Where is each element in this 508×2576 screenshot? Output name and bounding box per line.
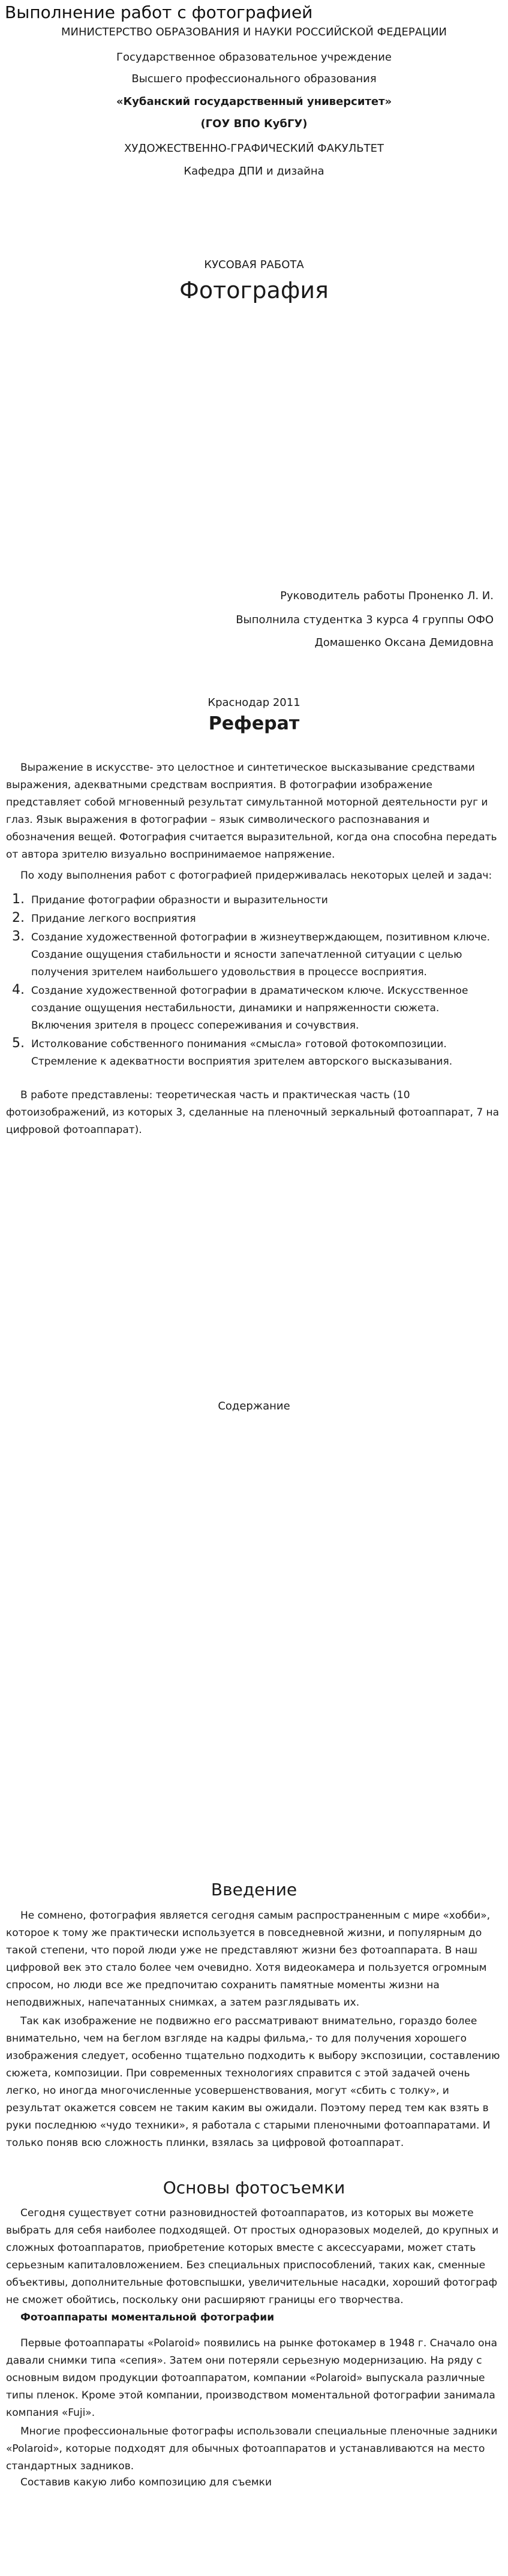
list-item: 2. Придание легкого восприятия <box>29 909 501 928</box>
goals-list <box>6 891 501 1071</box>
basics-paragraph-1: Сегодня существует сотни разновидностей фотоаппаратов, из которых вы можете выбрать для себя наиболее подходящей. От простых одноразовых моделей, до крупных и сложных фотоаппаратов, приобретение которых вместе с аксессуарами, может стать серьезным капиталовложением. Без специальных приспособлений, таких как, сменные объективы, дополнительные фотовспышки, увеличительные насадки, хороший фотограф не сможет обойтись, поскольку они расширяют границы его творчества. <box>6 2207 499 2306</box>
introduction-title: Введение <box>211 1880 297 1899</box>
faculty-line: ХУДОЖЕСТВЕННО-ГРАФИЧЕСКИЙ ФАКУЛЬТЕТ <box>124 142 384 155</box>
work-type-line: КУСОВАЯ РАБОТА <box>204 258 304 271</box>
work-title: Фотография <box>179 277 329 303</box>
basics-paragraph-4: Составив какую либо композицию для съемки <box>20 2476 272 2488</box>
education-level-line: Высшего профессионального образования <box>131 73 377 85</box>
university-short-name: (ГОУ ВПО КубГУ) <box>200 118 308 130</box>
abstract-intro: Выражение в искусстве- это целостное и синтетическое высказывание средствами выражения, адекватными средствам восприятия. В фотографии изображение представляет собой мгновенный результат симультанной моторной деятельности руг и глаз. Язык выражения в фотографии – язык символического распознавания и обозначения вещей. Фотография считается выразительной, когда она способна передать от автора зрителю визуально воспринимаемое напряжение. <box>6 762 497 861</box>
performer-line: Выполнила студентка 3 курса 4 группы ОФО <box>236 614 494 626</box>
basics-subheading: Фотоаппараты моментальной фотографии <box>20 2312 275 2323</box>
introduction-paragraph-1: Не сомнено, фотография является сегодня самым распространенным с мире «хобби», которое к тому же практически используется в повседневной жизни, и популярным до такой степени, что порой люди уже не представляют жизни без фотоаппарата. В наш цифровой век это стало более чем очевидно. Хотя видеокамера и пользуется огромным спросом, но люди все же предпочитаю сохранить памятные моменты жизни на неподвижных, напечатанных снимках, а затем разглядывать их. <box>6 1910 490 2009</box>
department-line: Кафедра ДПИ и дизайна <box>184 165 324 178</box>
goals-lead: По ходу выполнения работ с фотографией придерживалась некоторых целей и задач: <box>20 870 492 882</box>
introduction-paragraph-2: Так как изображение не подвижно его рассматривают внимательно, гораздо более внимательно, чем на беглом взгляде на кадры фильма,- то для получения хорошего изображения следует, особенно тщательно подходить к выбору экспозиции, составлению сюжета, композиции. При современных технологиях справится с этой задачей очень легко, но иногда многочисленные усовершенствования, могут «сбить с толку», и результат окажется совсем не таким каким вы ожидали. Поэтому перед тем как взять в руки последнюю «чудо техники», я работала с старыми пленочными фотоаппаратами. И только поняв всю сложность плинки, взялась за цифровой фотоаппарат. <box>6 2015 500 2149</box>
basics-paragraph-3: Многие профессиональные фотографы использовали специальные пленочные задники «Polaroid», которые подходят для обычных фотоаппаратов и устанавливаются на место стандартных задников. <box>6 2425 498 2472</box>
supervisor-line: Руководитель работы Проненко Л. И. <box>280 590 494 602</box>
basics-paragraph-2: Первые фотоаппараты «Polaroid» появились на рынке фотокамер в 1948 г. Сначало она давали снимки типа «сепия». Затем они потеряли серьезную модернизацию. На ряду с основным видом продукции фотоаппаратом, компании «Polaroid» выпускала различные типы пленок. Кроме этой компании, производством моментальной фотографии занимала компания «Fuji». <box>6 2337 498 2419</box>
institution-type-line: Государственное образовательное учреждение <box>116 51 392 64</box>
basics-title: Основы фотосъемки <box>163 2178 345 2198</box>
university-name: «Кубанский государственный университет» <box>116 95 392 108</box>
student-name-line: Домашенко Оксана Демидовна <box>314 636 494 649</box>
page-title: Выполнение работ с фотографией <box>5 2 313 22</box>
list-item: 1. Придание фотографии образности и выразительности <box>29 891 501 909</box>
abstract-title: Реферат <box>208 713 300 734</box>
contents-title: Содержание <box>218 1400 290 1412</box>
list-item: 3. Создание художественной фотографии в жизнеутверждающем, позитивном ключе. Создание ощущения стабильности и ясности запечатленной ситуации с целью получения зрителем наибольшего удовольствия в процессе восприятия. <box>29 928 501 981</box>
list-item: 5. Истолкование собственного понимания «смысла» готовой фотокомпозиции. Стремление к адекватности восприятия зрителем авторского высказывания. <box>29 1035 501 1071</box>
ministry-line: МИНИСТЕРСТВО ОБРАЗОВАНИЯ И НАУКИ РОССИЙСКОЙ ФЕДЕРАЦИИ <box>61 26 447 38</box>
city-year-line: Краснодар 2011 <box>208 696 300 709</box>
list-item: 4. Создание художественной фотографии в драматическом ключе. Искусственное создание ощущения нестабильности, динамики и напряженности сюжета. Включения зрителя в процесс сопереживания и сочувствия. <box>29 981 501 1035</box>
abstract-presented: В работе представлены: теоретическая часть и практическая часть (10 фотоизображений, из которых 3, сделанные на пленочный зеркальный фотоаппарат, 7 на цифровой фотоаппарат). <box>6 1089 500 1136</box>
